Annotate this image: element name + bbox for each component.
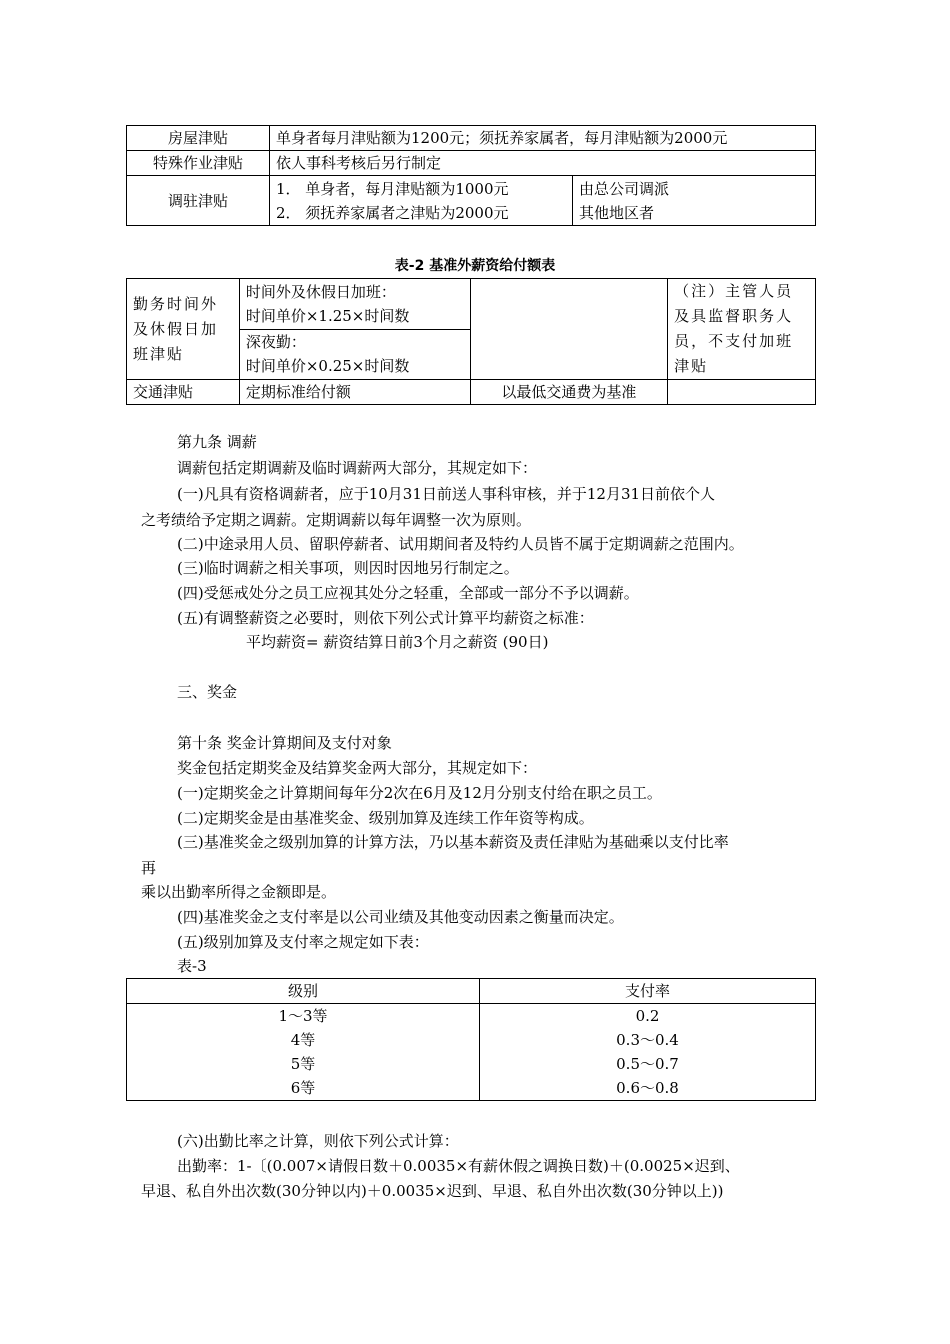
table-cell-empty (668, 380, 816, 405)
table-cell-content: 依人事科考核后另行制定 (270, 151, 816, 176)
table-cell: 0.6～0.8 (480, 1076, 816, 1101)
table-cell-label: 房屋津贴 (127, 126, 270, 151)
table-cell-line: 其他地区者 (579, 203, 655, 222)
table-header: 级别 (127, 979, 480, 1004)
table-cell-content: 单身者每月津贴额为1200元；须抚养家属者，每月津贴额为2000元 (270, 126, 816, 151)
paragraph: (二)定期奖金是由基准奖金、级别加算及连续工作年资等构成。 (177, 809, 594, 827)
article-heading: 第九条 调薪 (177, 433, 257, 451)
table-header: 支付率 (480, 979, 816, 1004)
overtime-content (239, 279, 470, 330)
table-cell-content (270, 176, 573, 226)
overtime-note: （注）主管人员及具监督职务人员，不支付加班津贴 (668, 279, 816, 380)
transport-label: 交通津贴 (127, 380, 240, 405)
extra-pay-table (126, 278, 816, 405)
paragraph: (四)受惩戒处分之员工应视其处分之轻重，全部或一部分不予以调薪。 (177, 584, 639, 602)
table-label: 表-3 (177, 957, 207, 975)
paragraph: (五)级别加算及支付率之规定如下表： (177, 933, 429, 951)
table-cell-line: 时间单价×1.25×时间数 (245, 306, 410, 325)
paragraph: (六)出勤比率之计算，则依下列公式计算： (177, 1132, 459, 1150)
table-cell-line: 2． 须抚养家属者之津贴为2000元 (276, 203, 509, 222)
table-cell: 6等 (127, 1076, 480, 1101)
paragraph: (二)中途录用人员、留职停薪者、试用期间者及特约人员皆不属于定期调薪之范围内。 (177, 535, 744, 553)
table-cell-empty (470, 279, 668, 380)
paragraph: (三)基准奖金之级别加算的计算方法，乃以基本薪资及责任津贴为基础乘以支付比率 (177, 833, 729, 851)
paragraph: 之考绩给予定期之调薪。定期调薪以每年调整一次为原则。 (141, 511, 532, 529)
paragraph: 再 (141, 859, 157, 877)
table-cell-line: 时间外及休假日加班： (245, 282, 396, 301)
table-caption: 表-2 基准外薪资给付额表 (394, 258, 556, 274)
formula: 平均薪资= 薪资结算日前3个月之薪资 (90日) (246, 633, 549, 651)
article-heading: 第十条 奖金计算期间及支付对象 (177, 734, 392, 752)
overtime-label: 勤务时间外及休假日加班津贴 (127, 279, 240, 380)
table-cell: 4等 (127, 1028, 480, 1052)
table-cell-line: 深夜勤： (245, 333, 306, 352)
paragraph: (一)定期奖金之计算期间每年分2次在6月及12月分别支付给在职之员工。 (177, 784, 662, 802)
paragraph: (四)基准奖金之支付率是以公司业绩及其他变动因素之衡量而决定。 (177, 908, 624, 926)
paragraph: 乘以出勤率所得之金额即是。 (141, 883, 337, 901)
table-cell-note (573, 176, 816, 226)
table-cell-line: 由总公司调派 (579, 179, 670, 198)
table-cell: 5等 (127, 1052, 480, 1076)
formula: 出勤率：1-〔(0.007×请假日数＋0.0035×有薪休假之调换日数)＋(0.0025×迟到、 (177, 1157, 740, 1175)
paragraph: (三)临时调薪之相关事项，则因时因地另行制定之。 (177, 559, 519, 577)
table-cell: 0.5～0.7 (480, 1052, 816, 1076)
grade-rate-table (126, 978, 816, 1101)
paragraph: 奖金包括定期奖金及结算奖金两大部分，其规定如下： (177, 759, 538, 777)
table-cell-label: 特殊作业津贴 (127, 151, 270, 176)
allowance-table (126, 125, 816, 226)
table-cell-line: 1． 单身者，每月津贴额为1000元 (276, 179, 509, 198)
paragraph: 调薪包括定期调薪及临时调薪两大部分，其规定如下： (177, 459, 538, 477)
transport-basis: 以最低交通费为基准 (470, 380, 668, 405)
paragraph: (五)有调整薪资之必要时，则依下列公式计算平均薪资之标准： (177, 609, 594, 627)
table-cell-line: 时间单价×0.25×时间数 (245, 357, 410, 376)
table-cell: 1～3等 (127, 1004, 480, 1029)
table-cell: 0.2 (480, 1004, 816, 1029)
transport-content: 定期标准给付额 (239, 380, 470, 405)
section-heading: 三、奖金 (177, 683, 238, 701)
paragraph: (一)凡具有资格调薪者，应于10月31日前送人事科审核，并于12月31日前依个人 (177, 485, 716, 503)
table-cell: 0.3～0.4 (480, 1028, 816, 1052)
formula: 早退、私自外出次数(30分钟以内)＋0.0035×迟到、早退、私自外出次数(30分钟以上)) (141, 1182, 724, 1200)
table-cell-label: 调驻津贴 (127, 176, 270, 226)
night-content (239, 329, 470, 380)
